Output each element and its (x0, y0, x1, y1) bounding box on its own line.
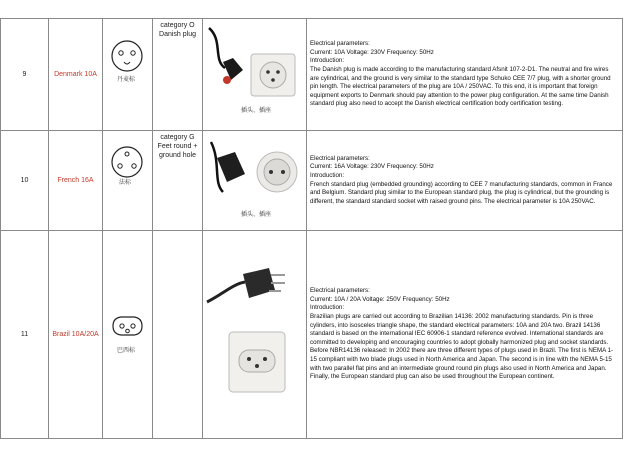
desc-line: Electrical parameters: (310, 287, 370, 295)
table-row (1, 131, 623, 231)
desc-line: Electrical parameters: (310, 40, 370, 48)
desc-line: Current: 10A Voltage: 230V Frequency: 50Hz (310, 48, 434, 56)
row-number: 9 (1, 19, 49, 131)
category-cell: category G Feet round + ground hole (153, 131, 203, 231)
plug-diagram-cell (103, 231, 153, 439)
desc-line: Introduction: (310, 304, 345, 312)
table-row (1, 231, 623, 439)
plug-photo-cell (203, 231, 307, 439)
diagram-caption: 巴西标 (117, 348, 136, 354)
photo-caption: 插头、插座 (241, 108, 272, 114)
country-cell: Brazil 10A/20A (49, 231, 103, 439)
row-number: 10 (1, 131, 49, 231)
country-cell: French 16A (49, 131, 103, 231)
desc-paragraph: Before NBR14136 released: In 2002 there are three different types of plugs used in Brazil. The first is NEMA 1-15 compliant with two blade plugs used in North America and Japan. The second is in line with the NEMA 5-15 with two parallel flat pins and an intermediate ground round pin plugs also used in North America and Japan. Finally, the European standard plug can also be used throughout the European continent. (310, 347, 614, 381)
description-cell (307, 231, 623, 439)
brazil-plug-diagram-icon (103, 232, 152, 438)
photo-caption: 插头、插座 (241, 212, 272, 218)
plug-standards-table (0, 18, 623, 439)
desc-line: Electrical parameters: (310, 154, 370, 162)
plug-photo-cell (203, 19, 307, 131)
plug-diagram-cell (103, 19, 153, 131)
table-row (1, 19, 623, 131)
category-cell: category O Danish plug (153, 19, 203, 131)
brazil-plug-socket-photo-icon (203, 232, 306, 438)
plug-photo-cell (203, 131, 307, 231)
row-number: 11 (1, 231, 49, 439)
desc-line: Introduction: (310, 171, 345, 179)
diagram-caption: 法标 (119, 180, 132, 186)
category-cell (153, 231, 203, 439)
description-cell (307, 19, 623, 131)
description-cell (307, 131, 623, 231)
country-cell: Denmark 10A (49, 19, 103, 131)
desc-line: Current: 10A / 20A Voltage: 250V Frequency: 50Hz (310, 295, 450, 303)
desc-line: Introduction: (310, 57, 345, 65)
diagram-caption: 丹麦标 (117, 77, 136, 83)
desc-line: Current: 16A Voltage: 230V Frequency: 50Hz (310, 163, 434, 171)
desc-paragraph: Brazilian plugs are carried out according to Brazilian 14136: 2002 manufacturing standards. Pin is three cylinders, into isosceles triangle shape, the standard electrical parameters: 10A and 20A two. Brazil 14136 standard is based on the international IEC 60906-1 standard reference evolved. International standards are committed to developing and encouraging countries to adopt globally harmonized plug and socket standards. (310, 313, 609, 346)
desc-paragraph: French standard plug (embedded grounding) according to CEE 7 manufacturing standards, common in France and Belgium. Standard plug similar to the European standard plug, the plug is cylindrical, but the grounding is different, the standard standard socket with raised ground pins. The electrical parameter is 10A 250VAC. (310, 180, 613, 205)
plug-diagram-cell (103, 131, 153, 231)
desc-paragraph: The Danish plug is made according to the manufacturing standard Afsnit 107-2-D1. The neutral and fire wires are cylindrical, and the ground is very similar to the standard type Schuko CEE 7/7 plug, with a shorter ground pin length. The electrical parameters of the plug are 10A / 250VAC. To this end, it is important that foreign equipment exports to Denmark should pay attention to the power plug configuration. At the same time Danish standard plug also need to accept the Danish electrical certification body certification testing. (310, 65, 611, 108)
